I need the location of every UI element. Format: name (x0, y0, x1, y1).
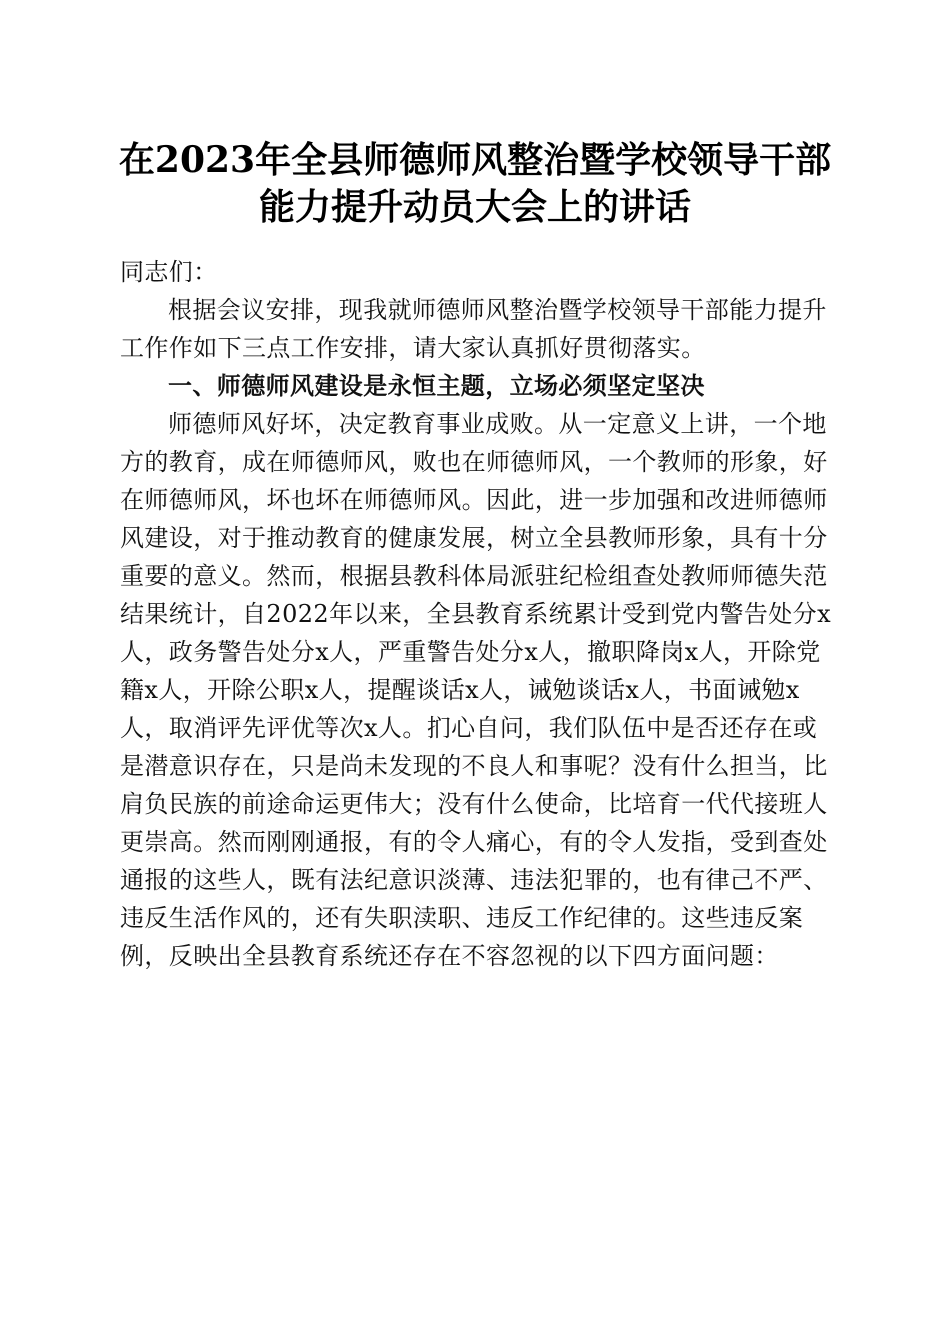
document-title-line-1: 在2023年全县师德师风整治暨学校领导干部 (118, 139, 832, 181)
document-body (120, 253, 832, 975)
section-1-paragraph: 师德师风好坏，决定教育事业成败。从一定意义上讲，一个地方的教育，成在师德师风，败也在师德师风，一个教师的形象，好在师德师风，坏也坏在师德师风。因此，进一步加强和改进师德师风建设，对于推动教育的健康发展，树立全县教师形象，具有十分重要的意义。然而，根据县教科体局派驻纪检组查处教师师德失范结果统计，自2022年以来，全县教育系统累计受到党内警告处分x人，政务警告处分x人，严重警告处分x人，撤职降岗x人，开除党籍x人，开除公职x人，提醒谈话x人，诫勉谈话x人，书面诫勉x人，取消评先评优等次x人。扪心自问，我们队伍中是否还存在或是潜意识存在，只是尚未发现的不良人和事呢？没有什么担当，比肩负民族的前途命运更伟大；没有什么使命，比培育一代代接班人更崇高。然而刚刚通报，有的令人痛心，有的令人发指，受到查处通报的这些人，既有法纪意识淡薄、违法犯罪的，也有律己不严、违反生活作风的，还有失职渎职、违反工作纪律的。这些违反案例，反映出全县教育系统还存在不容忽视的以下四方面问题： (120, 410, 832, 970)
intro-paragraph: 根据会议安排，现我就师德师风整治暨学校领导干部能力提升工作作如下三点工作安排，请大家认真抓好贯彻落实。 (120, 296, 827, 362)
section-heading-1: 一、师德师风建设是永恒主题，立场必须坚定坚决 (168, 372, 705, 400)
document-title-line-2: 能力提升动员大会上的讲话 (258, 186, 691, 228)
salutation: 同志们： (120, 258, 218, 286)
